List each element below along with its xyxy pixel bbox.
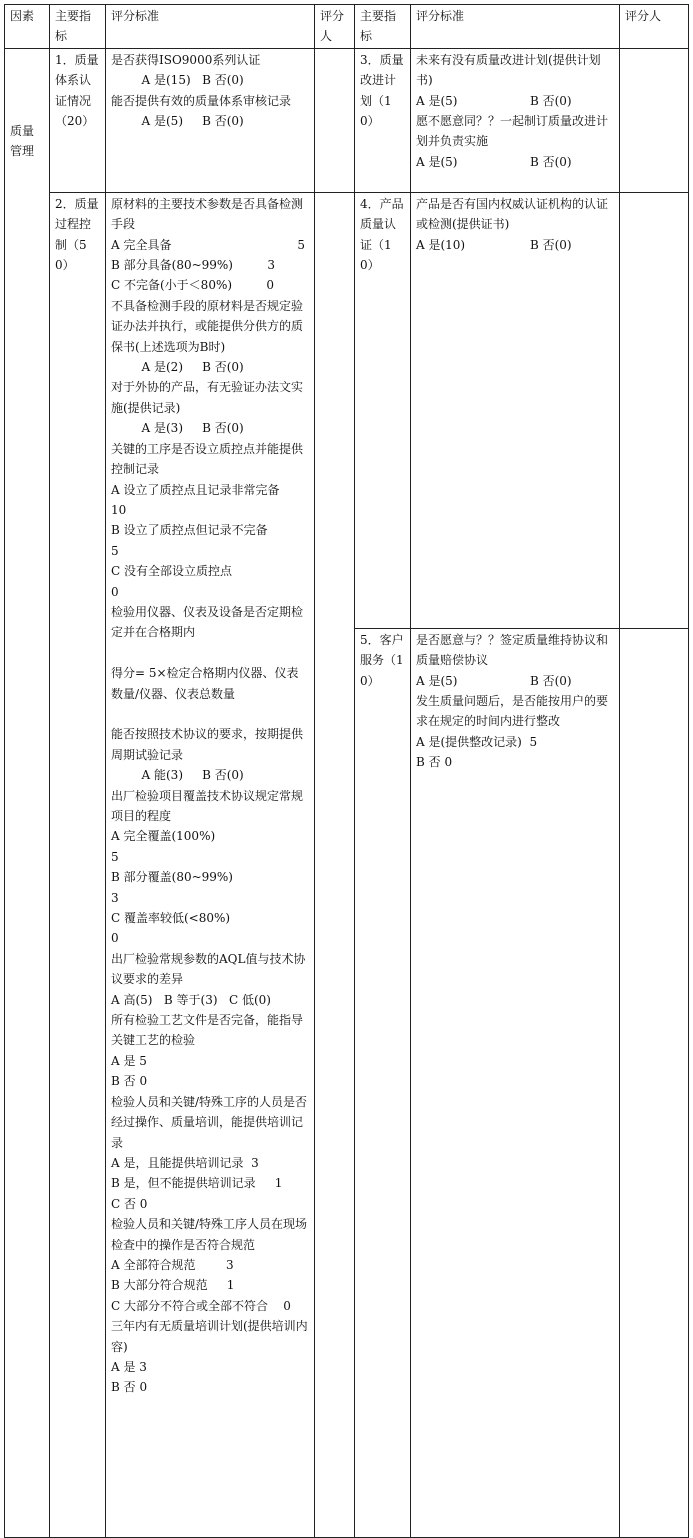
criteria-line: 原材料的主要技术参数是否具备检测手段 — [111, 196, 304, 232]
criteria-line: A 是，且能提供培训记录 3 — [111, 1155, 259, 1170]
item4-criteria — [411, 192, 620, 628]
item4-name: 4．产品质量认证（10） — [355, 192, 411, 628]
factor-cell: 质量管理 — [5, 48, 50, 1537]
row-item2 — [5, 192, 689, 628]
criteria-line: A 是 5 — [111, 1053, 147, 1068]
criteria-line: C 否 0 — [111, 1196, 148, 1211]
criteria-line: 出厂检验常规参数的AQL值与技术协议要求的差异 — [111, 951, 306, 987]
item2-criteria — [106, 192, 329, 1537]
criteria-line: 出厂检验项目覆盖技术协议规定常规项目的程度 — [111, 788, 304, 823]
criteria-line: C 没有全部设立质控点 0 — [111, 564, 328, 599]
criteria-line: 检验人员和关键/特殊工序的人员是否经过操作、质量培训，能提供培训记录 — [111, 1094, 308, 1150]
criteria-line: B 部分覆盖(80~99%) 3 — [111, 870, 329, 905]
criteria-line: B 是，但不能提供培训记录 1 — [111, 1176, 283, 1191]
item3-criteria — [411, 48, 620, 192]
item3-name: 3．质量改进计划（10） — [355, 48, 411, 192]
criteria-line — [111, 704, 309, 724]
criteria-line: A 能(3) B 否(0) — [111, 768, 244, 783]
criteria-line: 检验用仪器、仪表及设备是否定期检定并在合格期内 — [111, 604, 304, 640]
criteria-line: B 否 0 — [111, 1380, 148, 1395]
criteria-line: C 覆盖率较低(<80%) 0 — [111, 911, 315, 946]
criteria-line: B 否 0 — [111, 1074, 148, 1089]
criteria-line: B 部分具备(80~99%) 3 — [111, 258, 275, 273]
criteria-line: 产品是否有国内权威认证机构的认证或检测(提供证书) — [416, 196, 609, 232]
header-criteria-2: 评分标准 — [411, 5, 620, 49]
criteria-line: B 设立了质控点但记录不完备 5 — [111, 523, 318, 558]
criteria-line: 检验人员和关键/特殊工序人员在现场检查中的操作是否符合规范 — [111, 1217, 308, 1252]
item5-criteria — [411, 628, 620, 1537]
criteria-line: A 高(5) B 等于(3) C 低(0) — [111, 992, 271, 1007]
header-main-index: 主要指标 — [50, 5, 106, 49]
item1-criteria — [106, 48, 315, 192]
criteria-line: A 是(5) B 否(0) — [416, 673, 572, 688]
row-item1 — [5, 48, 689, 192]
criteria-line: 能否按照技术协议的要求，按期提供周期试验记录 — [111, 727, 304, 762]
criteria-line: A 是 3 — [111, 1359, 147, 1374]
criteria-line: A 是(提供整改记录) 5 — [416, 734, 538, 749]
criteria-line: A 完全具备 5 — [111, 237, 305, 252]
criteria-line: C 大部分不符合或全部不符合 0 — [111, 1298, 291, 1313]
criteria-line: 得分= 5×检定合格期内仪器、仪表数量/仪器、仪表总数量 — [111, 666, 299, 701]
criteria-line: 三年内有无质量培训计划(提供培训内容) — [111, 1319, 308, 1354]
item1-scorer — [315, 48, 355, 192]
header-scorer: 评分人 — [315, 5, 355, 49]
item2-scorer — [315, 192, 355, 1537]
criteria-line: A 是(15) B 否(0) — [111, 73, 244, 88]
item4-scorer — [620, 192, 689, 628]
criteria-line: A 完全覆盖(100%) 5 — [111, 829, 322, 864]
criteria-line: 能否提供有效的质量体系审核记录 — [111, 93, 292, 108]
criteria-line: A 是(2) B 否(0) — [111, 360, 244, 375]
header-scorer-2: 评分人 — [620, 5, 689, 49]
header-main-index-2: 主要指标 — [355, 5, 411, 49]
criteria-line: B 否 0 — [416, 755, 453, 770]
criteria-line: 对于外协的产品，有无验证办法文实施(提供记录) — [111, 380, 304, 415]
criteria-line: 是否愿意与？？签定质量维持协议和质量赔偿协议 — [416, 632, 609, 668]
criteria-line: A 是(5) B 否(0) — [416, 93, 572, 108]
criteria-line: A 是(10) B 否(0) — [416, 237, 572, 252]
item1-name: 1．质量体系认证情况（20） — [50, 48, 106, 192]
header-row — [5, 5, 689, 49]
criteria-line: A 全部符合规范 3 — [111, 1257, 234, 1272]
criteria-line: A 是(3) B 否(0) — [111, 421, 244, 436]
header-factor: 因素 — [5, 5, 50, 49]
criteria-line: 不具备检测手段的原材料是否规定验证办法并执行，或能提供分供方的质保书(上述选项为B时) — [111, 298, 304, 354]
criteria-line: 是否获得ISO9000系列认证 — [111, 52, 261, 67]
criteria-line: A 是(5) B 否(0) — [111, 114, 244, 129]
item3-scorer — [620, 48, 689, 192]
criteria-line: 关键的工序是否设立质控点并能提供控制记录 — [111, 441, 304, 477]
item5-scorer — [620, 628, 689, 1537]
criteria-line: A 设立了质控点且记录非常完备 10 — [111, 482, 303, 517]
criteria-line: 未来有没有质量改进计划(提供计划书) — [416, 52, 601, 88]
quality-management-table — [4, 4, 689, 1538]
item5-name: 5．客户服务（10） — [355, 628, 411, 1537]
criteria-line: 所有检验工艺文件是否完备，能指导关键工艺的检验 — [111, 1013, 304, 1048]
criteria-line: A 是(5) B 否(0) — [416, 154, 572, 169]
criteria-line: 愿不愿意同？？一起制订质量改进计划并负责实施 — [416, 114, 609, 149]
criteria-line: 发生质量问题后，是否能按用户的要求在规定的时间内进行整改 — [416, 694, 609, 729]
criteria-line — [111, 643, 309, 663]
header-criteria: 评分标准 — [106, 5, 315, 49]
criteria-line: C 不完备(小于＜80%) 0 — [111, 278, 274, 293]
criteria-line: B 大部分符合规范 1 — [111, 1278, 235, 1293]
item2-name: 2．质量过程控制（50） — [50, 192, 106, 1537]
